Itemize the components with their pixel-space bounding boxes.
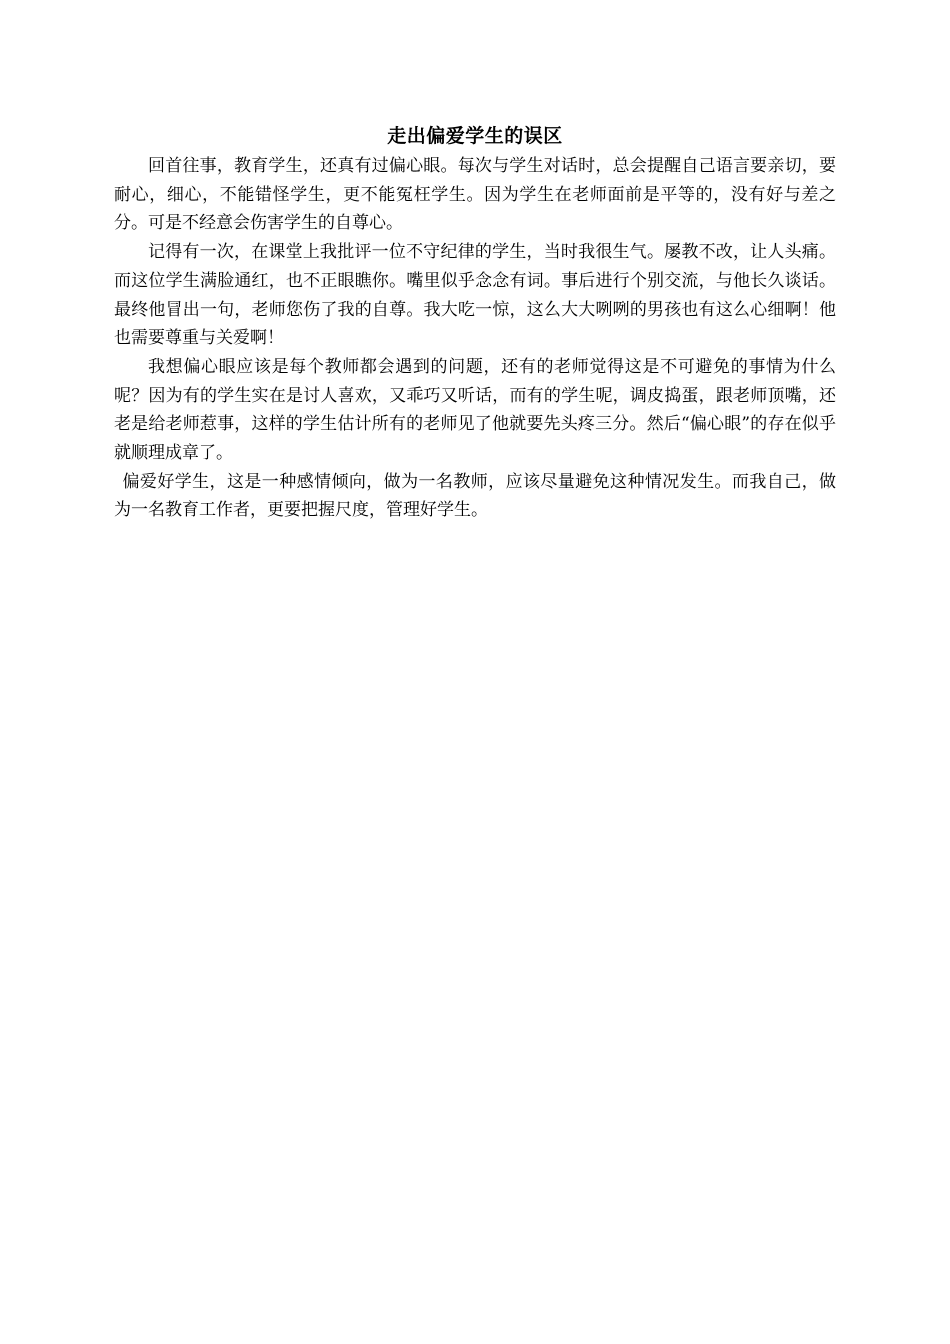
paragraph-2: 记得有一次，在课堂上我批评一位不守纪律的学生，当时我很生气。屡教不改，让人头痛。而这位学生满脸通红，也不正眼瞧你。嘴里似乎念念有词。事后进行个别交流，与他长久谈话。最终他冒出一句，老师您伤了我的自尊。我大吃一惊，这么大大咧咧的男孩也有这么心细啊！他也需要尊重与关爱啊！ (114, 242, 836, 349)
paragraph-1: 回首往事，教育学生，还真有过偏心眼。每次与学生对话时，总会提醒自己语言要亲切，要耐心，细心，不能错怪学生，更不能冤枉学生。因为学生在老师面前是平等的，没有好与差之分。可是不经意会伤害学生的自尊心。 (114, 156, 836, 234)
paragraph-3: 我想偏心眼应该是每个教师都会遇到的问题，还有的老师觉得这是不可避免的事情为什么呢？因为有的学生实在是讨人喜欢，又乖巧又听话，而有的学生呢，调皮捣蛋，跟老师顶嘴，还老是给老师惹事，这样的学生估计所有的老师见了他就要先头疼三分。然后“偏心眼”的存在似乎就顺理成章了。 (114, 356, 836, 464)
paragraph-4: 偏爱好学生，这是一种感情倾向，做为一名教师，应该尽量避免这种情况发生。而我自己，做为一名教育工作者，更要把握尺度，管理好学生。 (114, 471, 836, 521)
document-title: 走出偏爱学生的误区 (387, 125, 563, 147)
document-body (114, 152, 836, 525)
